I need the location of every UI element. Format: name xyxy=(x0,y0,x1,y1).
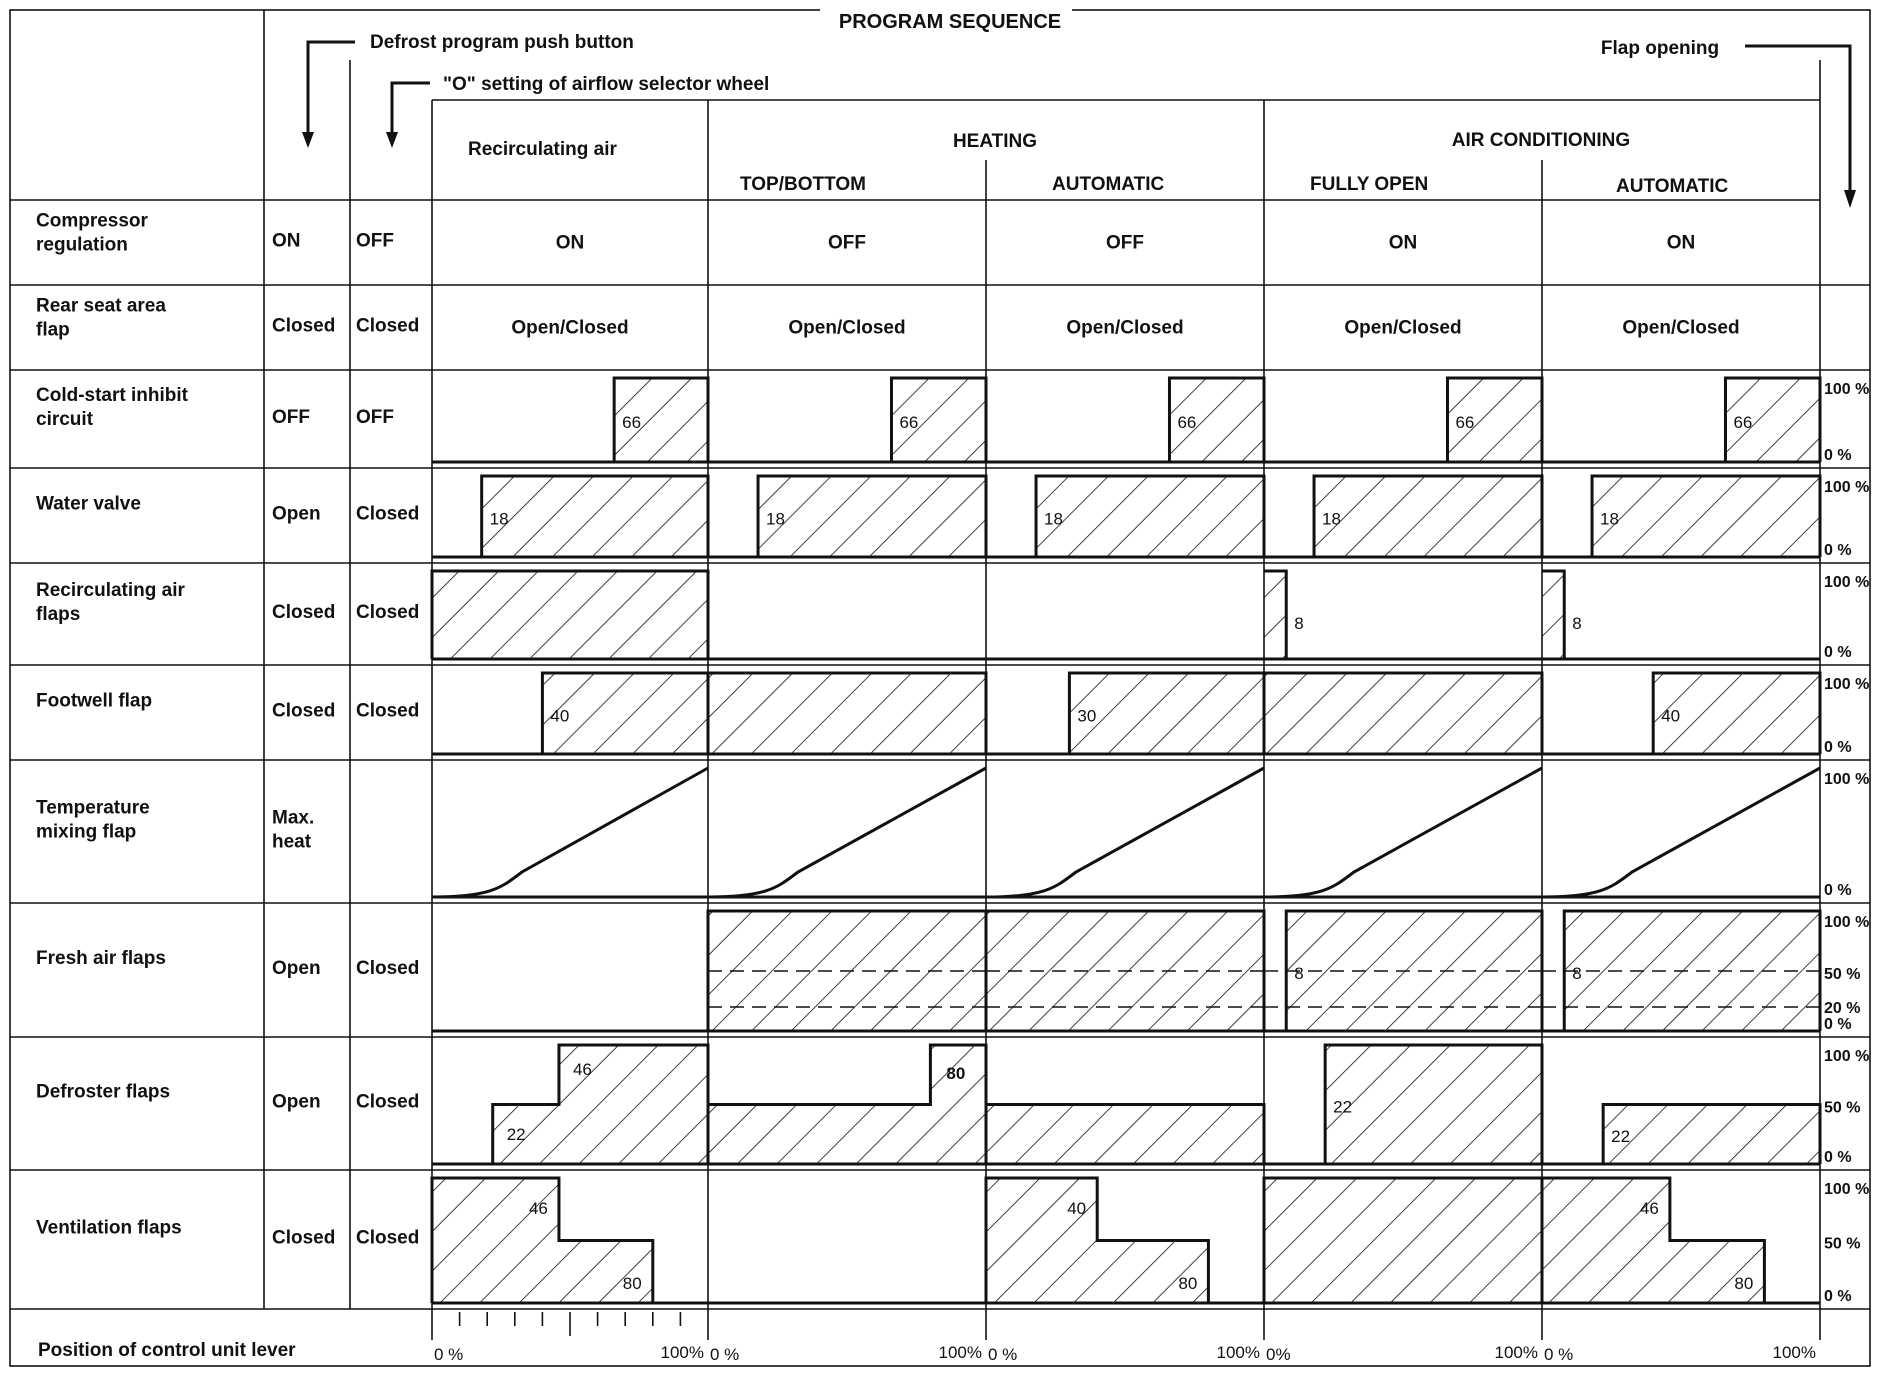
defrost-arrow-head xyxy=(302,132,314,148)
chart-cell xyxy=(986,378,1264,462)
zero-value: Closed xyxy=(356,1227,420,1249)
scale-label: 0 % xyxy=(1824,739,1852,756)
scale-label: 100 % xyxy=(1824,1181,1870,1198)
row-label: Defroster flaps xyxy=(36,1081,171,1103)
hatched-area xyxy=(1264,571,1286,659)
scale-label: 0 % xyxy=(1824,447,1852,464)
hatched-area xyxy=(758,476,986,557)
chart-cell xyxy=(1542,1105,1820,1165)
breakpoint-label: 66 xyxy=(899,413,919,432)
breakpoint-label: 8 xyxy=(1294,964,1304,983)
hatched-area xyxy=(986,1105,1264,1165)
defrost-value: Open xyxy=(272,1091,321,1113)
defrost-value: Closed xyxy=(272,315,336,337)
chart-cell xyxy=(432,768,708,897)
header-top-bottom: TOP/BOTTOM xyxy=(740,174,866,195)
hatched-area xyxy=(1036,476,1264,557)
temperature-curve xyxy=(432,768,708,897)
breakpoint-label: 18 xyxy=(1322,509,1341,529)
breakpoint-label: 18 xyxy=(766,509,785,529)
scale-label: 100 % xyxy=(1824,574,1870,591)
zero-value: Closed xyxy=(356,315,420,337)
temperature-curve xyxy=(1264,768,1542,897)
scale-label: 100 % xyxy=(1824,1048,1870,1065)
breakpoint-label: 22 xyxy=(1333,1097,1353,1117)
hatched-area xyxy=(1564,911,1820,1031)
axis-start-label: 0 % xyxy=(710,1345,740,1364)
row-label: regulation xyxy=(36,234,128,256)
chart-cell xyxy=(1542,673,1820,754)
row-6 xyxy=(36,768,1869,899)
axis-end-label: 100% xyxy=(1772,1343,1816,1362)
hatched-area xyxy=(482,476,708,557)
lever-position-axis xyxy=(434,1312,1816,1364)
chart-cell xyxy=(1542,571,1820,659)
scale-label: 0 % xyxy=(1824,644,1852,661)
temperature-curve xyxy=(708,768,986,897)
axis-start-label: 0 % xyxy=(988,1345,1018,1364)
row-3 xyxy=(36,476,1869,559)
breakpoint-label: 46 xyxy=(528,1199,548,1218)
breakpoint-label: 66 xyxy=(1455,413,1475,432)
page-title: PROGRAM SEQUENCE xyxy=(838,11,1062,33)
chart-cell xyxy=(432,378,708,462)
flap-annotation-label: Flap opening xyxy=(1600,38,1720,59)
hatched-area xyxy=(708,673,986,754)
scale-label: 50 % xyxy=(1824,1099,1861,1117)
chart-cell xyxy=(1264,571,1542,659)
zero-arrow-head xyxy=(386,132,398,148)
row-label: Footwell flap xyxy=(36,690,153,712)
breakpoint-label: 66 xyxy=(1733,413,1753,432)
row-label: flap xyxy=(36,319,70,341)
chart-cell xyxy=(1542,1178,1820,1303)
breakpoint-label: 46 xyxy=(572,1060,592,1079)
row-9 xyxy=(36,1178,1869,1305)
row-label: Temperature xyxy=(36,797,150,819)
chart-cell xyxy=(708,476,986,557)
chart-cell xyxy=(432,1178,708,1303)
breakpoint-label: 80 xyxy=(1734,1274,1754,1293)
flap-arrow-line xyxy=(1745,46,1850,200)
axis-end-label: 100% xyxy=(1216,1343,1260,1362)
breakpoint-label: 18 xyxy=(489,509,509,529)
row-0 xyxy=(36,211,1695,256)
hatched-area xyxy=(432,571,708,659)
chart-cell xyxy=(986,1178,1264,1303)
scale-label: 0 % xyxy=(1824,882,1852,899)
breakpoint-label: 30 xyxy=(1077,706,1097,726)
chart-cell xyxy=(708,768,986,897)
chart-cell xyxy=(432,1045,708,1164)
row-label: Recirculating air xyxy=(36,580,185,601)
breakpoint-label: 40 xyxy=(550,706,570,726)
zero-value: Closed xyxy=(356,700,420,722)
hatched-area xyxy=(1542,571,1564,659)
scale-label: 100 % xyxy=(1824,381,1870,398)
mode-value: OFF xyxy=(828,232,866,254)
breakpoint-label: 40 xyxy=(1067,1199,1087,1218)
breakpoint-label: 22 xyxy=(1611,1127,1631,1146)
header-heating: HEATING xyxy=(952,131,1038,152)
chart-cell xyxy=(1542,768,1820,897)
hatched-area xyxy=(1314,476,1542,557)
defrost-annotation-label: Defrost program push button xyxy=(370,32,634,53)
header-fully-open: FULLY OPEN xyxy=(1310,174,1429,195)
chart-cell xyxy=(1264,768,1542,897)
zero-value: Closed xyxy=(356,503,420,525)
chart-cell xyxy=(986,768,1264,897)
flap-arrow-head xyxy=(1844,190,1856,208)
zero-value: Closed xyxy=(356,602,420,623)
mode-value: Open/Closed xyxy=(788,317,906,339)
scale-label: 100 % xyxy=(1824,914,1870,931)
scale-label: 0 % xyxy=(1824,1016,1852,1033)
defrost-value: Closed xyxy=(272,1227,336,1249)
breakpoint-label: 80 xyxy=(946,1064,966,1083)
scale-label: 0 % xyxy=(1824,1149,1852,1166)
chart-cell xyxy=(1264,673,1542,754)
chart-cell xyxy=(1542,378,1820,462)
temperature-curve xyxy=(986,768,1264,897)
defrost-value: Open xyxy=(272,503,321,525)
chart-cell xyxy=(986,673,1264,754)
zero-value: Closed xyxy=(356,1091,420,1113)
zero-annotation xyxy=(386,74,769,148)
breakpoint-label: 22 xyxy=(506,1125,526,1144)
hatched-area xyxy=(1286,911,1542,1031)
defrost-value: OFF xyxy=(272,407,310,428)
breakpoint-label: 40 xyxy=(1661,706,1681,726)
row-label: Ventilation flaps xyxy=(36,1217,182,1239)
axis-end-label: 100% xyxy=(938,1343,982,1362)
chart-cell xyxy=(432,476,708,557)
hatched-area xyxy=(1264,673,1542,754)
header-automatic-ac: AUTOMATIC xyxy=(1616,176,1729,197)
defrost-value: ON xyxy=(272,230,301,252)
row-1 xyxy=(36,296,1740,341)
defrost-value: Closed xyxy=(272,700,336,722)
chart-cell xyxy=(1264,476,1542,557)
chart-cell xyxy=(1264,378,1542,462)
chart-cell xyxy=(708,378,986,462)
chart-cell xyxy=(432,571,708,659)
scale-label: 20 % xyxy=(1824,1000,1861,1017)
scale-label: 0 % xyxy=(1824,1288,1852,1305)
chart-cell xyxy=(432,673,708,754)
chart-cell xyxy=(1264,1045,1542,1164)
row-label: flaps xyxy=(36,604,81,625)
hatched-area xyxy=(1325,1045,1542,1164)
chart-cell xyxy=(1264,1178,1542,1303)
axis-start-label: 0 % xyxy=(1544,1345,1574,1364)
mode-value: ON xyxy=(1388,232,1418,254)
temperature-curve xyxy=(1542,768,1820,897)
zero-value: OFF xyxy=(356,407,394,428)
hatched-area xyxy=(1603,1105,1820,1165)
header-recirculating-air: Recirculating air xyxy=(468,139,617,160)
row-label: Water valve xyxy=(36,493,141,515)
defrost-value: Open xyxy=(272,958,321,979)
row-label: Rear seat area xyxy=(36,295,166,317)
hatched-area xyxy=(1069,673,1264,754)
chart-cell xyxy=(708,1045,986,1164)
breakpoint-label: 66 xyxy=(1177,413,1197,432)
breakpoint-label: 66 xyxy=(622,413,642,432)
scale-label: 50 % xyxy=(1824,1235,1861,1253)
mode-value: OFF xyxy=(1106,232,1144,254)
defrost-value: Max. xyxy=(272,807,315,829)
zero-value: Closed xyxy=(356,958,420,979)
row-label: mixing flap xyxy=(36,821,137,843)
breakpoint-label: 80 xyxy=(1178,1274,1198,1293)
mode-value: ON xyxy=(1666,232,1696,254)
scale-label: 100 % xyxy=(1824,479,1870,496)
row-label: Compressor xyxy=(36,210,148,232)
defrost-value: heat xyxy=(272,831,312,853)
axis-start-label: 0 % xyxy=(434,1345,464,1364)
breakpoint-label: 46 xyxy=(1639,1199,1659,1218)
zero-arrow-line xyxy=(392,83,430,140)
chart-cell xyxy=(1542,476,1820,557)
row-label: circuit xyxy=(36,409,94,430)
breakpoint-label: 18 xyxy=(1600,509,1619,529)
footer-label: Position of control unit lever xyxy=(38,1340,296,1361)
scale-label: 100 % xyxy=(1824,771,1870,788)
chart-cell xyxy=(986,1105,1264,1165)
mode-value: Open/Closed xyxy=(1344,317,1462,339)
header-automatic-heating: AUTOMATIC xyxy=(1052,174,1165,195)
axis-end-label: 100% xyxy=(1494,1343,1538,1362)
breakpoint-label: 18 xyxy=(1044,509,1063,529)
zero-annotation-label: "O" setting of airflow selector wheel xyxy=(443,74,770,95)
row-7 xyxy=(36,911,1869,1033)
axis-end-label: 100% xyxy=(660,1343,704,1362)
hatched-area xyxy=(1592,476,1820,557)
mode-value: ON xyxy=(555,232,585,254)
breakpoint-label: 8 xyxy=(1572,614,1582,633)
scale-label: 100 % xyxy=(1824,676,1870,693)
row-label: Cold-start inhibit xyxy=(36,385,188,406)
defrost-arrow-line xyxy=(308,42,355,140)
mode-value: Open/Closed xyxy=(1066,317,1184,339)
row-4 xyxy=(36,571,1869,661)
mode-value: Open/Closed xyxy=(511,317,629,339)
breakpoint-label: 8 xyxy=(1572,964,1582,983)
scale-label: 50 % xyxy=(1824,966,1861,983)
rows xyxy=(36,211,1869,1306)
chart-cell xyxy=(1264,911,1542,1031)
row-2 xyxy=(36,378,1869,464)
chart-cell xyxy=(1542,911,1820,1031)
mode-value: Open/Closed xyxy=(1622,317,1740,339)
header-air-conditioning: AIR CONDITIONING xyxy=(1451,130,1631,151)
scale-label: 0 % xyxy=(1824,542,1852,559)
chart-cell xyxy=(986,476,1264,557)
breakpoint-label: 8 xyxy=(1294,614,1304,633)
chart-cell xyxy=(708,911,986,1031)
defrost-value: Closed xyxy=(272,602,336,623)
row-5 xyxy=(36,673,1869,756)
row-label: Fresh air flaps xyxy=(36,948,166,969)
chart-cell xyxy=(986,911,1264,1031)
zero-value: OFF xyxy=(356,230,394,252)
axis-start-label: 0% xyxy=(1266,1345,1291,1364)
breakpoint-label: 80 xyxy=(622,1274,642,1293)
hatched-area xyxy=(1264,1178,1542,1303)
row-8 xyxy=(36,1045,1869,1166)
chart-cell xyxy=(708,673,986,754)
